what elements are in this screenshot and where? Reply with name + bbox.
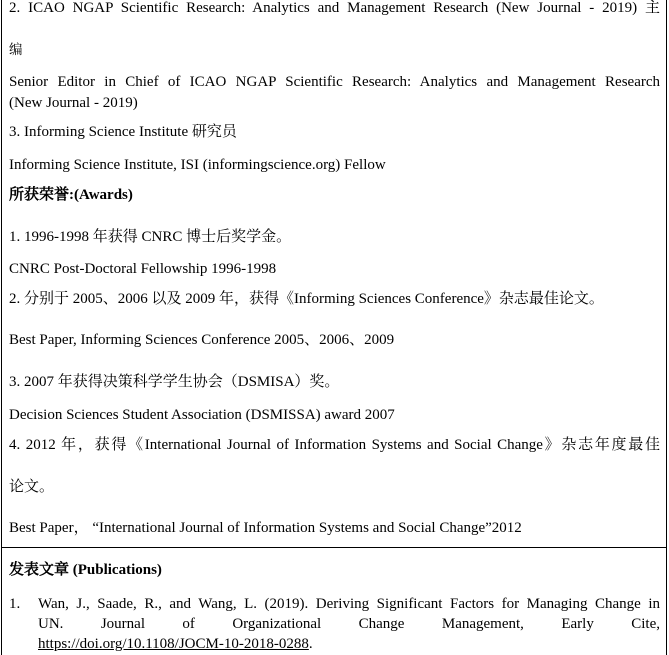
award-4-zh-line-2: 论文。 [9,479,55,495]
award-3-en: Decision Sciences Student Association (DSMISSA) award 2007 [9,407,395,423]
publications-heading: 发表文章 (Publications) [9,562,162,578]
publication-1-line-2: UN. Journal of Organizational Change Management, Early Cite, [38,616,660,632]
award-4-zh-line-1: 4. 2012 年，获得《International Journal of Information Systems and Social Change》杂志年度最佳 [9,437,660,453]
awards-heading: 所获荣誉:(Awards) [9,187,133,203]
publication-1 [38,594,660,654]
publication-1-period: . [308,636,313,652]
editorial-item-3-en: Informing Science Institute, ISI (informingscience.org) Fellow [9,157,386,173]
editorial-item-2-en-line-1: Senior Editor in Chief of ICAO NGAP Scientific Research: Analytics and Management Research [9,74,660,90]
section-divider [1,547,667,548]
award-2-zh: 2. 分别于 2005、2006 以及 2009 年，获得《Informing Sciences Conference》杂志最佳论文。 [9,291,604,307]
award-3-zh: 3. 2007 年获得决策科学学生协会（DSMISA）奖。 [9,374,340,390]
award-2-en: Best Paper, Informing Sciences Conference 2005、2006、2009 [9,332,395,348]
publication-1-number: 1. [9,596,21,612]
publication-1-line-1: Wan, J., Saade, R., and Wang, L. (2019). Deriving Significant Factors for Managing Change in [38,596,660,612]
award-1-en: CNRC Post-Doctoral Fellowship 1996-1998 [9,261,277,277]
editorial-item-3-zh: 3. Informing Science Institute 研究员 [9,124,237,140]
award-4-en: Best Paper， “International Journal of Information Systems and Social Change”2012 [9,520,522,536]
publication-1-line-3 [38,634,660,654]
editorial-item-2-line-1: 2. ICAO NGAP Scientific Research: Analytics and Management Research (New Journal - 2019) 主 [9,0,660,16]
editorial-item-2-line-2: 编 [9,42,23,58]
publication-1-doi-link[interactable]: https://doi.org/10.1108/JOCM-10-2018-0288 [38,636,309,652]
award-1-zh: 1. 1996-1998 年获得 CNRC 博士后奖学金。 [9,229,292,245]
editorial-item-2-en-line-2: (New Journal - 2019) [9,95,138,111]
